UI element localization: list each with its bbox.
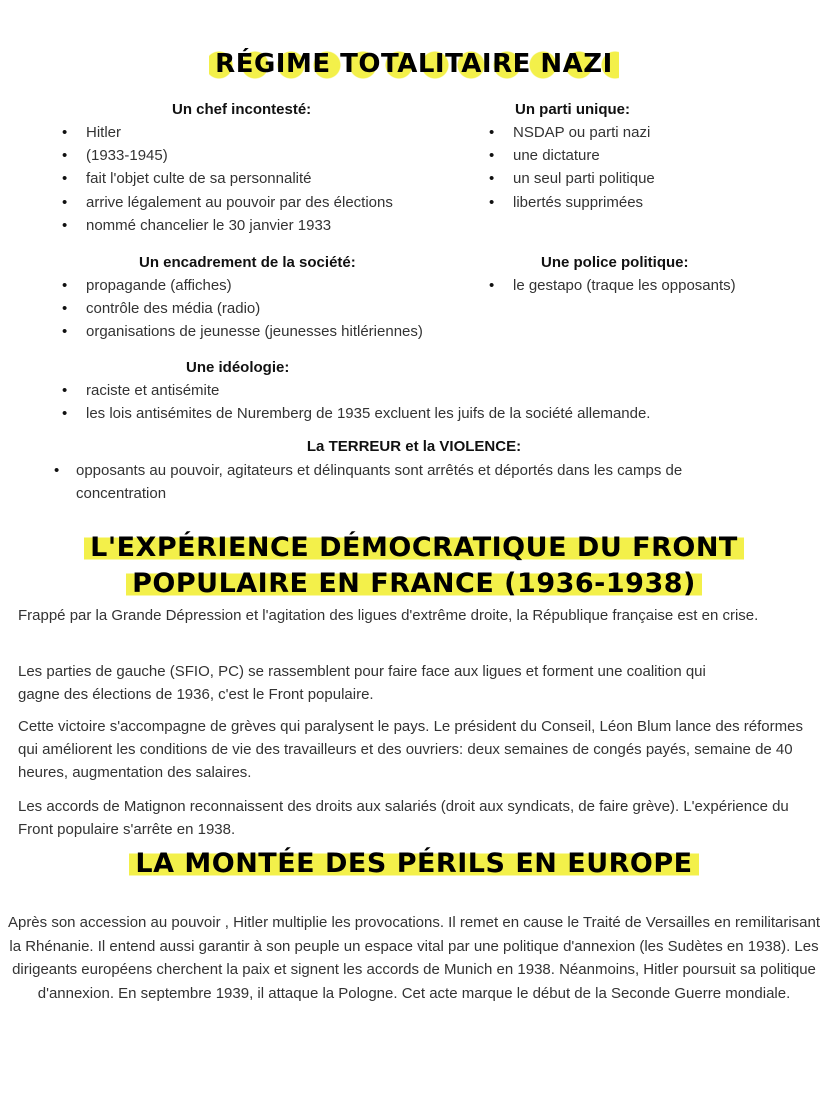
section1-title: RÉGIME TOTALITAIRE NAZI	[0, 50, 828, 80]
parti-list	[485, 121, 655, 214]
chef-item: • (1933-1945)	[58, 144, 393, 167]
chef-item: • arrive légalement au pouvoir par des élections	[58, 191, 393, 214]
encadrement-item: • propagande (affiches)	[58, 274, 423, 297]
police-heading: Une police politique:	[541, 254, 689, 271]
parti-item: • NSDAP ou parti nazi	[485, 121, 655, 144]
chef-list	[58, 121, 393, 237]
front-paragraph-2: Les parties de gauche (SFIO, PC) se rassemblent pour faire face aux ligues et forment une coalition qui gagne des élections de 1936, c'est le Front populaire.	[18, 663, 706, 703]
section2-title: L'EXPÉRIENCE DÉMOCRATIQUE DU FRONT POPULAIRE EN FRANCE (1936-1938)	[0, 530, 828, 602]
ideologie-item: • raciste et antisémite	[58, 379, 650, 402]
parti-heading: Un parti unique:	[515, 101, 630, 118]
police-list	[485, 274, 736, 297]
front-paragraph-3: Cette victoire s'accompagne de grèves qui paralysent le pays. Le président du Conseil, Léon Blum lance des réformes qui améliorent les conditions de vie des travailleurs et des ouvriers: deux semaines de congés payés, semaine de 40 heures, augmentation des salaires.	[18, 718, 803, 781]
chef-heading: Un chef incontesté:	[172, 101, 312, 118]
terreur-heading: La TERREUR et la VIOLENCE:	[306, 438, 522, 455]
encadrement-item: • contrôle des média (radio)	[58, 297, 423, 320]
chef-item: • fait l'objet culte de sa personnalité	[58, 167, 393, 190]
encadrement-heading: Un encadrement de la société:	[139, 254, 356, 271]
terreur-list	[50, 459, 682, 505]
parti-item: • libertés supprimées	[485, 191, 655, 214]
perils-paragraph: Après son accession au pouvoir , Hitler multiplie les provocations. Il remet en cause le Traité de Versailles en remilitarisant la Rhénanie. Il entend aussi garantir à son peuple un espace vital par une politique d'annexion (les Sudètes en 1938). Les dirigeants européens cherchent la paix et signent les accords de Munich en 1938. Néanmoins, Hitler poursuit sa politique d'annexion. En septembre 1939, il attaque la Pologne. Cet acte marque le début de la Seconde Guerre mondiale.	[7, 914, 821, 1002]
front-paragraph-1: Frappé par la Grande Dépression et l'agitation des ligues d'extrême droite, la République française est en crise.	[18, 607, 759, 624]
parti-item: • une dictature	[485, 144, 655, 167]
front-paragraph-4: Les accords de Matignon reconnaissent des droits aux salariés (droit aux syndicats, de faire grève). L'expérience du Front populaire s'arrête en 1938.	[18, 798, 789, 838]
section3-title: LA MONTÉE DES PÉRILS EN EUROPE	[0, 848, 828, 879]
chef-item: • nommé chancelier le 30 janvier 1933	[58, 214, 393, 237]
ideologie-item: • les lois antisémites de Nuremberg de 1935 excluent les juifs de la société allemande.	[58, 402, 650, 425]
encadrement-item: • organisations de jeunesse (jeunesses hitlériennes)	[58, 320, 423, 343]
ideologie-list	[58, 379, 650, 425]
police-item: • le gestapo (traque les opposants)	[485, 274, 736, 297]
ideologie-heading: Une idéologie:	[186, 359, 290, 376]
terreur-item: • opposants au pouvoir, agitateurs et délinquants sont arrêtés et déportés dans les camps de concentration	[50, 459, 682, 505]
chef-item: • Hitler	[58, 121, 393, 144]
encadrement-list	[58, 274, 423, 344]
parti-item: • un seul parti politique	[485, 167, 655, 190]
